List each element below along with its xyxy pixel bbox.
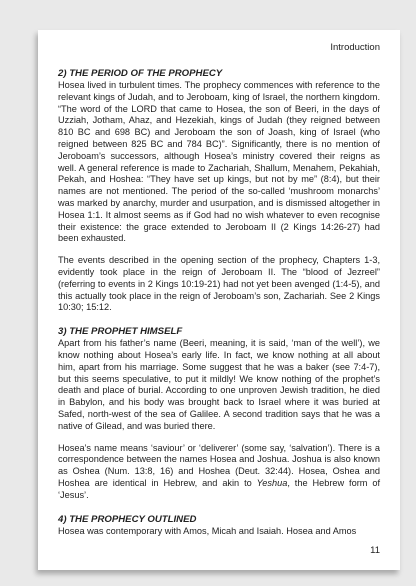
section-heading-outline: 4) THE PROPHECY OUTLINED (58, 513, 197, 525)
italic-term: Yeshua (256, 477, 288, 488)
page-number: 11 (370, 545, 380, 556)
running-header: Introduction (330, 42, 380, 53)
paragraph-text: Hosea’s name means ‘saviour’ or ‘deliverer’ (some say, ‘salvation’). There is a correspondence between the names Hosea and Joshua. Joshua is also known as Oshea (Num. 13:8, 16) and Hoshea (Deut. 32:44). Hosea, Oshea and Hoshea are identical in Hebrew, and akin to (58, 442, 380, 488)
paragraph: The events described in the opening section of the prophecy, Chapters 1-3, evidently took place in the reign of Jeroboam II. The “blood of Jezreel” (referring to events in 2 Kings 10:19-21) had not yet been avenged (1:4-5), and this actually took place in the reign of Jeroboam’s son, Zachariah. See 2 Kings 10:30; 15:12. (58, 255, 380, 313)
section-heading-prophet: 3) THE PROPHET HIMSELF (58, 326, 183, 338)
paragraph-text: , the Hebrew form of ‘Jesus’. (58, 477, 381, 500)
paragraph: Hosea was contemporary with Amos, Micah and Isaiah. Hosea and Amos (58, 525, 357, 536)
book-page (38, 30, 400, 570)
paragraph (58, 443, 380, 502)
paragraph: Hosea lived in turbulent times. The prophecy commences with reference to the relevant kings of Judah, and to Jeroboam, king of Israel, the northern kingdom. “The word of the LORD that came to Hosea, the son of Beeri, in the days of Uzziah, Jotham, Ahaz, and Hezekiah, kings of Judah (they reigned between 810 BC and 698 BC) and Jeroboam the son of Joash, king of Israel (who reigned between 825 BC and 784 BC)”. Significantly, there is no mention of Jeroboam’s successors, although Hosea’s ministry covered their reigns as well. A general reference is made to Zachariah, Shallum, Menahem, Pekahiah, Pekah, and Hoshea: “They have set up kings, but not by me” (8:4), but their names are not mentioned. The period of the so-called ‘mushroom monarchs’ was marked by anarchy, murder and usurpation, and is dismissed altogether in Hosea 1:1. It almost seems as if God had no wish whatever to even recognise their existence: the grace extended to Jeroboam II (2 Kings 14:26-27) had been exhausted. (58, 80, 380, 244)
paragraph: Apart from his father’s name (Beeri, meaning, it is said, ‘man of the well’), we know nothing about Hosea’s early life. In fact, we know nothing at all about him, apart from his marriage. Some suggest that he was a baker (see 7:4-7), but this seems speculative, to put it mildly! We know nothing of the prophet’s death and place of burial. According to one unproven Jewish tradition, he died in Babylon, and his body was brought back to Israel where it was buried at Safed, north-west of the sea of Galilee. A second tradition says that he was a native of Gilead, and was buried there. (58, 338, 380, 431)
section-heading-period: 2) THE PERIOD OF THE PROPHECY (58, 68, 223, 79)
page-content (58, 68, 380, 537)
